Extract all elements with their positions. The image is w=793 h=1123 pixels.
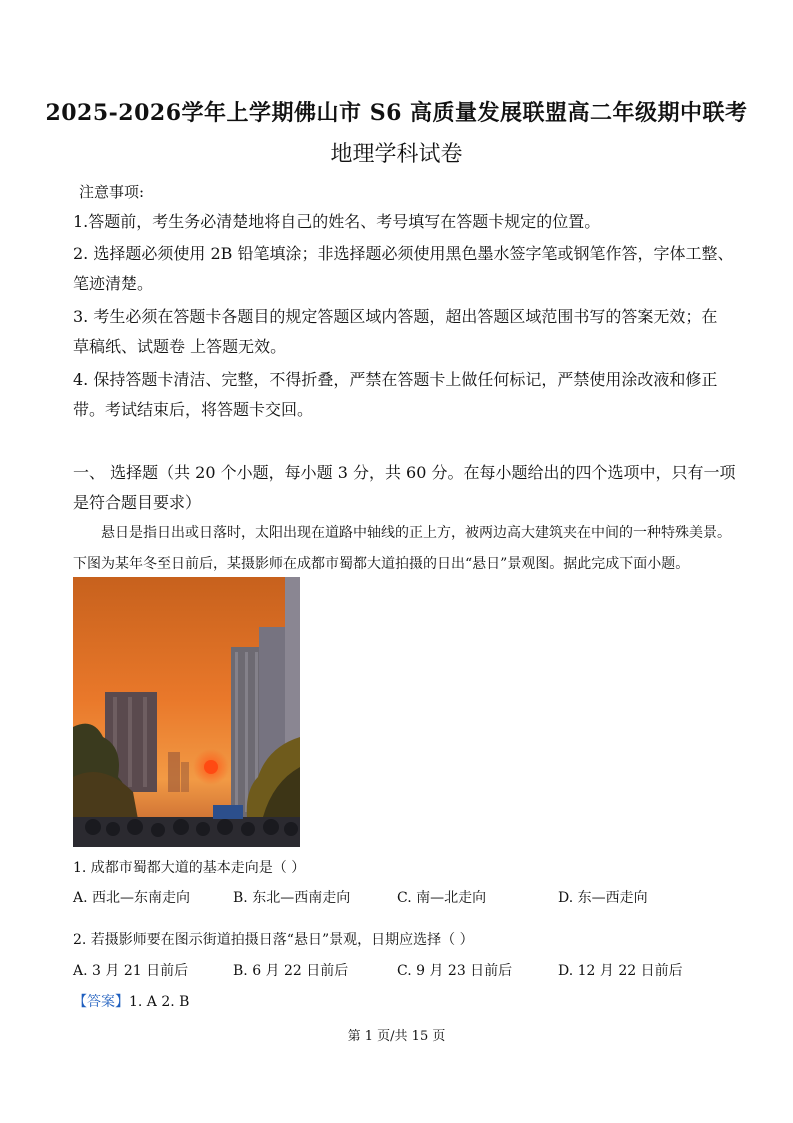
passage-intro: 悬日是指日出或日落时，太阳出现在道路中轴线的正上方，被两边高大建筑夹在中间的一种特殊美景。 [101, 525, 731, 541]
note-item-4: 4. 保持答题卡清洁、完整，不得折叠，严禁在答题卡上做任何标记，严禁使用涂改液和修正 [73, 370, 718, 389]
answer-line [73, 991, 189, 1011]
answer-label: 【答案】 [73, 994, 129, 1010]
page-footer: 第 1 页/共 15 页 [347, 1029, 446, 1044]
question-2-stem: 2. 若摄影师要在图示街道拍摄日落“悬日”景观，日期应选择（ ） [73, 932, 474, 948]
exam-title: 2025-2026学年上学期佛山市 S6 高质量发展联盟高二年级期中联考 [45, 100, 748, 126]
question-1-stem: 1. 成都市蜀都大道的基本走向是（ ） [73, 860, 306, 876]
q1-option-c: C. 南—北走向 [397, 890, 487, 906]
section-heading-cont: 是符合题目要求） [73, 493, 202, 512]
q2-option-a: A. 3 月 21 日前后 [73, 963, 189, 979]
q2-option-d: D. 12 月 22 日前后 [558, 963, 683, 979]
q2-option-c: C. 9 月 23 日前后 [397, 963, 513, 979]
q1-option-d: D. 东—西走向 [558, 890, 648, 906]
q1-option-b: B. 东北—西南走向 [233, 890, 351, 906]
notes-heading: 注意事项: [79, 183, 145, 201]
note-item-2: 2. 选择题必须使用 2B 铅笔填涂；非选择题必须使用黑色墨水签字笔或钢笔作答，字体工整、 [73, 244, 734, 263]
passage-intro-cont: 下图为某年冬至日前后，某摄影师在成都市蜀都大道拍摄的日出“悬日”景观图。据此完成下面小题。 [73, 556, 690, 572]
q2-option-b: B. 6 月 22 日前后 [233, 963, 349, 979]
note-item-3-cont: 草稿纸、试题卷 上答题无效。 [73, 337, 287, 356]
sunrise-photo [73, 577, 300, 847]
q1-option-a: A. 西北—东南走向 [73, 890, 191, 906]
note-item-3: 3. 考生必须在答题卡各题目的规定答题区域内答题，超出答题区域范围书写的答案无效；在 [73, 307, 718, 326]
exam-subtitle: 地理学科试卷 [330, 142, 463, 167]
section-heading: 一、 选择题（共 20 个小题，每小题 3 分，共 60 分。在每小题给出的四个选项中，只有一项 [73, 463, 736, 482]
note-item-1: 1.答题前，考生务必清楚地将自己的姓名、考号填写在答题卡规定的位置。 [73, 212, 601, 231]
note-item-4-cont: 带。考试结束后，将答题卡交回。 [73, 400, 314, 419]
note-item-2-cont: 笔迹清楚。 [73, 274, 154, 293]
answer-value: 1. A 2. B [129, 994, 190, 1010]
